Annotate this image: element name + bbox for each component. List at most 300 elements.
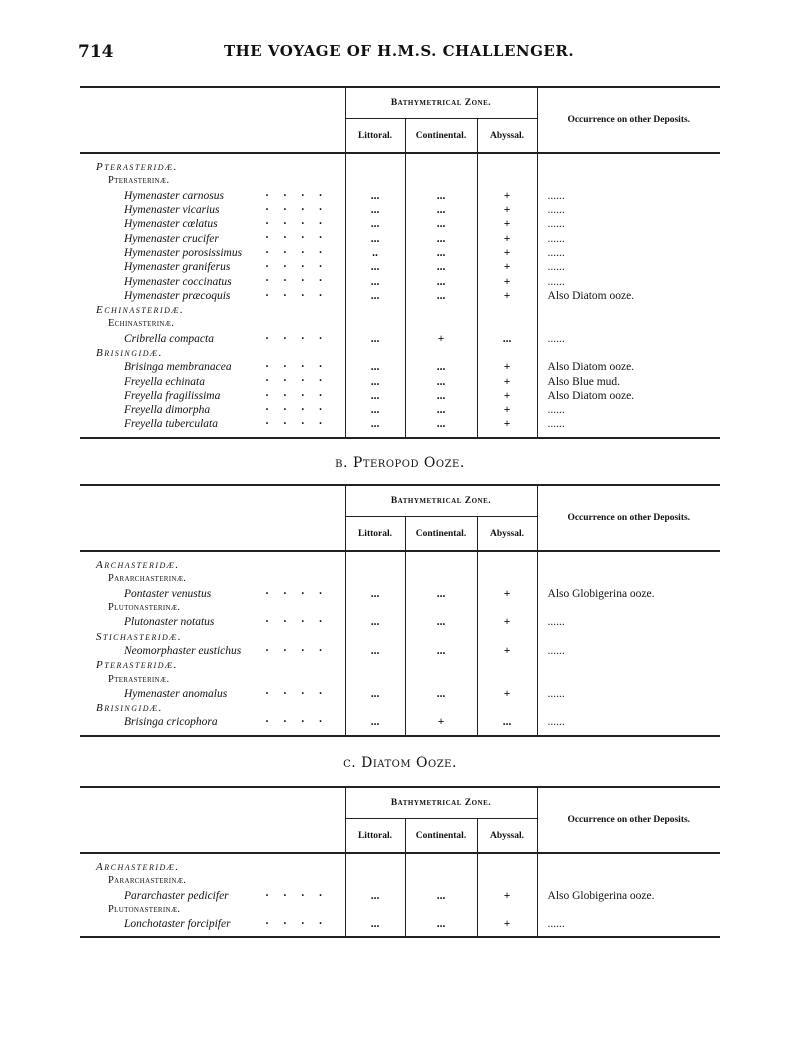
taxon-cell bbox=[80, 917, 345, 937]
continental-cell: ... bbox=[405, 231, 477, 245]
taxon-cell bbox=[80, 231, 345, 245]
taxon-name: Hymenaster coccinatus bbox=[124, 275, 232, 288]
subfamily-row bbox=[80, 672, 720, 686]
abyssal-cell: + bbox=[477, 417, 537, 437]
subfamily-row bbox=[80, 317, 720, 331]
occurrence-cell bbox=[537, 317, 720, 331]
abyssal-header: Abyssal. bbox=[477, 119, 537, 154]
abyssal-cell: + bbox=[477, 889, 537, 903]
family-row bbox=[80, 629, 720, 643]
dot-leaders: ···· bbox=[265, 189, 337, 202]
littoral-header: Littoral. bbox=[345, 119, 405, 154]
continental-cell bbox=[405, 701, 477, 715]
dot-leaders: ···· bbox=[265, 261, 337, 274]
taxon-name: Brisinga membranacea bbox=[124, 361, 232, 374]
occurrence-cell: Also Diatom ooze. bbox=[537, 389, 720, 403]
species-row bbox=[80, 917, 720, 937]
taxon-name: Lonchotaster forcipifer bbox=[124, 918, 231, 931]
species-row bbox=[80, 389, 720, 403]
continental-cell: ... bbox=[405, 217, 477, 231]
taxon-name: Brisingidæ. bbox=[96, 702, 163, 715]
abyssal-cell bbox=[477, 303, 537, 317]
subfamily-row bbox=[80, 572, 720, 586]
occurrence-cell: ...... bbox=[537, 644, 720, 658]
page-header bbox=[78, 42, 720, 66]
occurrence-cell bbox=[537, 658, 720, 672]
occurrence-cell bbox=[537, 174, 720, 188]
taxon-name: Stichasteridæ. bbox=[96, 630, 183, 643]
littoral-cell bbox=[345, 853, 405, 874]
taxon-name: Archasteridæ. bbox=[96, 559, 180, 572]
subfamily-row bbox=[80, 874, 720, 888]
species-row bbox=[80, 332, 720, 346]
occurrence-header: Occurrence on other Deposits. bbox=[537, 787, 720, 853]
occurrence-cell bbox=[537, 853, 720, 874]
continental-cell: ... bbox=[405, 917, 477, 937]
abyssal-cell: + bbox=[477, 644, 537, 658]
taxon-name: Echinasterinæ. bbox=[108, 318, 175, 330]
continental-cell: ... bbox=[405, 389, 477, 403]
littoral-cell: ... bbox=[345, 417, 405, 437]
occurrence-cell bbox=[537, 153, 720, 174]
taxon-name: Hymenaster carnosus bbox=[124, 189, 224, 202]
taxon-name: Hymenaster anomalus bbox=[124, 687, 228, 700]
taxon-name: Neomorphaster eustichus bbox=[124, 644, 242, 657]
abyssal-cell: + bbox=[477, 360, 537, 374]
abyssal-cell: ... bbox=[477, 332, 537, 346]
abyssal-cell bbox=[477, 629, 537, 643]
blank-header bbox=[80, 787, 345, 853]
subfamily-row bbox=[80, 903, 720, 917]
taxon-name: Pararchasterinæ. bbox=[108, 875, 187, 887]
taxon-cell bbox=[80, 601, 345, 615]
running-title: THE VOYAGE OF H.M.S. CHALLENGER. bbox=[223, 42, 575, 60]
taxon-name: Hymenaster cœlatus bbox=[124, 218, 218, 231]
taxon-name: Pterasterinæ. bbox=[108, 175, 170, 187]
abyssal-cell: + bbox=[477, 189, 537, 203]
species-row bbox=[80, 246, 720, 260]
taxon-cell bbox=[80, 389, 345, 403]
continental-cell: ... bbox=[405, 246, 477, 260]
subfamily-row bbox=[80, 174, 720, 188]
taxon-cell bbox=[80, 551, 345, 572]
taxon-name: Hymenaster crucifer bbox=[124, 232, 219, 245]
taxon-cell bbox=[80, 303, 345, 317]
littoral-cell bbox=[345, 629, 405, 643]
taxon-name: Plutonasterinæ. bbox=[108, 904, 181, 916]
dot-leaders: ···· bbox=[265, 203, 337, 216]
continental-cell: ... bbox=[405, 587, 477, 601]
occurrence-cell bbox=[537, 601, 720, 615]
continental-cell bbox=[405, 551, 477, 572]
dot-leaders: ···· bbox=[265, 389, 337, 402]
taxon-cell bbox=[80, 587, 345, 601]
occurrence-cell bbox=[537, 903, 720, 917]
species-row bbox=[80, 360, 720, 374]
dot-leaders: ···· bbox=[265, 404, 337, 417]
littoral-cell: ... bbox=[345, 203, 405, 217]
taxon-cell bbox=[80, 874, 345, 888]
dot-leaders: ···· bbox=[265, 918, 337, 931]
taxon-name: Freyella dimorpha bbox=[124, 404, 211, 417]
continental-cell bbox=[405, 672, 477, 686]
occurrence-cell: Also Globigerina ooze. bbox=[537, 587, 720, 601]
abyssal-cell bbox=[477, 174, 537, 188]
littoral-cell: ... bbox=[345, 889, 405, 903]
littoral-header: Littoral. bbox=[345, 517, 405, 552]
occurrence-cell bbox=[537, 346, 720, 360]
occurrence-header: Occurrence on other Deposits. bbox=[537, 485, 720, 551]
littoral-cell: ... bbox=[345, 217, 405, 231]
taxon-cell bbox=[80, 672, 345, 686]
taxon-name: Pararchasterinæ. bbox=[108, 573, 187, 585]
taxon-cell bbox=[80, 189, 345, 203]
occurrence-cell: ...... bbox=[537, 917, 720, 937]
blank-header bbox=[80, 485, 345, 551]
continental-cell bbox=[405, 601, 477, 615]
page-number: 714 bbox=[78, 42, 114, 62]
abyssal-cell: ... bbox=[477, 715, 537, 735]
taxon-cell bbox=[80, 246, 345, 260]
continental-cell: ... bbox=[405, 289, 477, 303]
continental-header: Continental. bbox=[405, 119, 477, 154]
taxon-name: Pterasterinæ. bbox=[108, 673, 170, 685]
continental-cell bbox=[405, 153, 477, 174]
table-body bbox=[80, 551, 720, 736]
abyssal-cell bbox=[477, 874, 537, 888]
abyssal-cell bbox=[477, 551, 537, 572]
littoral-cell: ... bbox=[345, 360, 405, 374]
continental-cell bbox=[405, 853, 477, 874]
occurrence-cell: ...... bbox=[537, 260, 720, 274]
dot-leaders: ···· bbox=[265, 616, 337, 629]
abyssal-cell: + bbox=[477, 615, 537, 629]
taxon-cell bbox=[80, 374, 345, 388]
family-row bbox=[80, 346, 720, 360]
occurrence-cell bbox=[537, 701, 720, 715]
section-title-diatom-ooze: c. Diatom Ooze. bbox=[343, 755, 457, 771]
table-body bbox=[80, 153, 720, 438]
occurrence-cell bbox=[537, 303, 720, 317]
dot-leaders: ···· bbox=[265, 332, 337, 345]
dot-leaders: ···· bbox=[265, 375, 337, 388]
littoral-cell: ... bbox=[345, 687, 405, 701]
taxon-name: Plutonasterinæ. bbox=[108, 602, 181, 614]
abyssal-cell: + bbox=[477, 289, 537, 303]
continental-cell: + bbox=[405, 715, 477, 735]
species-row bbox=[80, 374, 720, 388]
family-row bbox=[80, 551, 720, 572]
taxon-name: Plutonaster notatus bbox=[124, 616, 215, 629]
occurrence-cell: ...... bbox=[537, 615, 720, 629]
taxon-cell bbox=[80, 629, 345, 643]
section-title-pteropod-ooze: b. Pteropod Ooze. bbox=[335, 455, 465, 471]
occurrence-cell: ...... bbox=[537, 203, 720, 217]
littoral-cell: ... bbox=[345, 403, 405, 417]
continental-cell: ... bbox=[405, 374, 477, 388]
abyssal-cell: + bbox=[477, 217, 537, 231]
continental-cell: ... bbox=[405, 615, 477, 629]
continental-cell: ... bbox=[405, 889, 477, 903]
species-row bbox=[80, 417, 720, 437]
taxon-cell bbox=[80, 317, 345, 331]
taxon-name: Hymenaster porosissimus bbox=[124, 246, 243, 259]
continental-cell bbox=[405, 346, 477, 360]
continental-cell bbox=[405, 658, 477, 672]
continental-cell: + bbox=[405, 332, 477, 346]
continental-cell bbox=[405, 572, 477, 586]
zone-header: Bathymetrical Zone. bbox=[345, 485, 537, 517]
littoral-cell: ... bbox=[345, 231, 405, 245]
taxon-cell bbox=[80, 644, 345, 658]
taxon-cell bbox=[80, 360, 345, 374]
taxon-cell bbox=[80, 217, 345, 231]
taxon-name: Cribrella compacta bbox=[124, 332, 214, 345]
zone-header: Bathymetrical Zone. bbox=[345, 87, 537, 119]
taxon-cell bbox=[80, 203, 345, 217]
littoral-cell: .. bbox=[345, 246, 405, 260]
taxon-name: Freyella fragilissima bbox=[124, 389, 221, 402]
continental-cell: ... bbox=[405, 417, 477, 437]
occurrence-header: Occurrence on other Deposits. bbox=[537, 87, 720, 153]
occurrence-cell: ...... bbox=[537, 231, 720, 245]
dot-leaders: ···· bbox=[265, 218, 337, 231]
dot-leaders: ···· bbox=[265, 246, 337, 259]
occurrence-cell: ...... bbox=[537, 403, 720, 417]
continental-header: Continental. bbox=[405, 517, 477, 552]
taxon-name: Pontaster venustus bbox=[124, 587, 212, 600]
littoral-cell bbox=[345, 903, 405, 917]
zone-header: Bathymetrical Zone. bbox=[345, 787, 537, 819]
continental-cell: ... bbox=[405, 403, 477, 417]
occurrence-cell bbox=[537, 551, 720, 572]
littoral-cell bbox=[345, 551, 405, 572]
taxon-cell bbox=[80, 615, 345, 629]
species-row bbox=[80, 217, 720, 231]
occurrence-cell bbox=[537, 572, 720, 586]
taxon-cell bbox=[80, 889, 345, 903]
abyssal-cell bbox=[477, 601, 537, 615]
littoral-cell: ... bbox=[345, 189, 405, 203]
littoral-cell: ... bbox=[345, 587, 405, 601]
species-row bbox=[80, 587, 720, 601]
species-row bbox=[80, 687, 720, 701]
taxon-cell bbox=[80, 403, 345, 417]
littoral-cell bbox=[345, 174, 405, 188]
taxon-name: Hymenaster præcoquis bbox=[124, 289, 231, 302]
littoral-cell bbox=[345, 153, 405, 174]
continental-cell bbox=[405, 903, 477, 917]
taxon-name: Hymenaster graniferus bbox=[124, 261, 231, 274]
abyssal-cell: + bbox=[477, 374, 537, 388]
taxon-name: Echinasteridæ. bbox=[96, 304, 185, 317]
continental-cell: ... bbox=[405, 274, 477, 288]
abyssal-cell bbox=[477, 672, 537, 686]
littoral-cell bbox=[345, 658, 405, 672]
subfamily-row bbox=[80, 601, 720, 615]
taxon-cell bbox=[80, 153, 345, 174]
species-row bbox=[80, 889, 720, 903]
occurrence-cell: ...... bbox=[537, 246, 720, 260]
family-row bbox=[80, 303, 720, 317]
occurrence-cell: Also Blue mud. bbox=[537, 374, 720, 388]
deposit-table-diatom-ooze bbox=[80, 786, 720, 938]
abyssal-cell: + bbox=[477, 403, 537, 417]
continental-cell bbox=[405, 629, 477, 643]
taxon-cell bbox=[80, 289, 345, 303]
taxon-cell bbox=[80, 701, 345, 715]
littoral-cell bbox=[345, 346, 405, 360]
continental-cell: ... bbox=[405, 644, 477, 658]
taxon-cell bbox=[80, 687, 345, 701]
species-row bbox=[80, 403, 720, 417]
taxon-name: Freyella echinata bbox=[124, 375, 205, 388]
abyssal-cell bbox=[477, 853, 537, 874]
taxon-name: Hymenaster vicarius bbox=[124, 204, 220, 217]
littoral-header: Littoral. bbox=[345, 819, 405, 854]
littoral-cell bbox=[345, 874, 405, 888]
taxon-cell bbox=[80, 658, 345, 672]
taxon-cell bbox=[80, 903, 345, 917]
taxon-cell bbox=[80, 715, 345, 735]
continental-cell: ... bbox=[405, 687, 477, 701]
abyssal-header: Abyssal. bbox=[477, 819, 537, 854]
abyssal-cell: + bbox=[477, 587, 537, 601]
dot-leaders: ···· bbox=[265, 687, 337, 700]
littoral-cell: ... bbox=[345, 332, 405, 346]
occurrence-cell: Also Diatom ooze. bbox=[537, 289, 720, 303]
species-row bbox=[80, 260, 720, 274]
occurrence-cell: ...... bbox=[537, 715, 720, 735]
deposit-table-pteropod-ooze bbox=[80, 484, 720, 737]
littoral-cell bbox=[345, 701, 405, 715]
continental-cell: ... bbox=[405, 260, 477, 274]
species-row bbox=[80, 203, 720, 217]
occurrence-cell: Also Globigerina ooze. bbox=[537, 889, 720, 903]
littoral-cell: ... bbox=[345, 644, 405, 658]
abyssal-cell bbox=[477, 658, 537, 672]
abyssal-cell bbox=[477, 701, 537, 715]
littoral-cell bbox=[345, 572, 405, 586]
taxon-cell bbox=[80, 332, 345, 346]
abyssal-cell bbox=[477, 903, 537, 917]
littoral-cell bbox=[345, 317, 405, 331]
abyssal-cell: + bbox=[477, 260, 537, 274]
taxon-cell bbox=[80, 572, 345, 586]
occurrence-cell bbox=[537, 874, 720, 888]
littoral-cell: ... bbox=[345, 289, 405, 303]
species-row bbox=[80, 231, 720, 245]
family-row bbox=[80, 153, 720, 174]
abyssal-cell: + bbox=[477, 203, 537, 217]
abyssal-cell: + bbox=[477, 917, 537, 937]
abyssal-cell: + bbox=[477, 246, 537, 260]
deposit-table-a bbox=[80, 86, 720, 439]
species-row bbox=[80, 615, 720, 629]
littoral-cell: ... bbox=[345, 260, 405, 274]
dot-leaders: ···· bbox=[265, 275, 337, 288]
dot-leaders: ···· bbox=[265, 889, 337, 902]
occurrence-cell bbox=[537, 629, 720, 643]
taxon-cell bbox=[80, 417, 345, 437]
taxon-cell bbox=[80, 260, 345, 274]
species-row bbox=[80, 289, 720, 303]
abyssal-cell bbox=[477, 572, 537, 586]
continental-cell bbox=[405, 174, 477, 188]
littoral-cell: ... bbox=[345, 715, 405, 735]
taxon-name: Brisinga cricophora bbox=[124, 716, 218, 729]
taxon-name: Brisingidæ. bbox=[96, 347, 163, 359]
occurrence-cell: ...... bbox=[537, 417, 720, 437]
blank-header bbox=[80, 87, 345, 153]
continental-cell: ... bbox=[405, 203, 477, 217]
continental-cell: ... bbox=[405, 189, 477, 203]
continental-cell bbox=[405, 874, 477, 888]
taxon-name: Pararchaster pedicifer bbox=[124, 889, 229, 902]
littoral-cell: ... bbox=[345, 389, 405, 403]
occurrence-cell: Also Diatom ooze. bbox=[537, 360, 720, 374]
abyssal-cell: + bbox=[477, 274, 537, 288]
abyssal-header: Abyssal. bbox=[477, 517, 537, 552]
table-body bbox=[80, 853, 720, 937]
abyssal-cell bbox=[477, 317, 537, 331]
family-row bbox=[80, 853, 720, 874]
taxon-name: Archasteridæ. bbox=[96, 861, 180, 874]
taxon-cell bbox=[80, 346, 345, 360]
species-row bbox=[80, 644, 720, 658]
dot-leaders: ···· bbox=[265, 418, 337, 431]
littoral-cell bbox=[345, 303, 405, 317]
continental-header: Continental. bbox=[405, 819, 477, 854]
dot-leaders: ···· bbox=[265, 289, 337, 302]
dot-leaders: ···· bbox=[265, 232, 337, 245]
littoral-cell bbox=[345, 601, 405, 615]
dot-leaders: ···· bbox=[265, 361, 337, 374]
abyssal-cell: + bbox=[477, 687, 537, 701]
abyssal-cell: + bbox=[477, 231, 537, 245]
occurrence-cell: ...... bbox=[537, 217, 720, 231]
continental-cell: ... bbox=[405, 360, 477, 374]
littoral-cell: ... bbox=[345, 615, 405, 629]
taxon-name: Freyella tuberculata bbox=[124, 418, 218, 431]
dot-leaders: ···· bbox=[265, 587, 337, 600]
littoral-cell bbox=[345, 672, 405, 686]
abyssal-cell bbox=[477, 346, 537, 360]
species-row bbox=[80, 715, 720, 735]
taxon-cell bbox=[80, 174, 345, 188]
taxon-cell bbox=[80, 853, 345, 874]
taxon-cell bbox=[80, 274, 345, 288]
occurrence-cell: ...... bbox=[537, 687, 720, 701]
littoral-cell: ... bbox=[345, 274, 405, 288]
species-row bbox=[80, 189, 720, 203]
dot-leaders: ···· bbox=[265, 716, 337, 729]
taxon-name: Pterasteridæ. bbox=[96, 659, 178, 672]
family-row bbox=[80, 658, 720, 672]
abyssal-cell: + bbox=[477, 389, 537, 403]
littoral-cell: ... bbox=[345, 917, 405, 937]
dot-leaders: ···· bbox=[265, 644, 337, 657]
continental-cell bbox=[405, 317, 477, 331]
abyssal-cell bbox=[477, 153, 537, 174]
taxon-name: Pterasteridæ. bbox=[96, 161, 178, 174]
occurrence-cell bbox=[537, 672, 720, 686]
continental-cell bbox=[405, 303, 477, 317]
littoral-cell: ... bbox=[345, 374, 405, 388]
occurrence-cell: ...... bbox=[537, 274, 720, 288]
occurrence-cell: ...... bbox=[537, 189, 720, 203]
occurrence-cell: ...... bbox=[537, 332, 720, 346]
